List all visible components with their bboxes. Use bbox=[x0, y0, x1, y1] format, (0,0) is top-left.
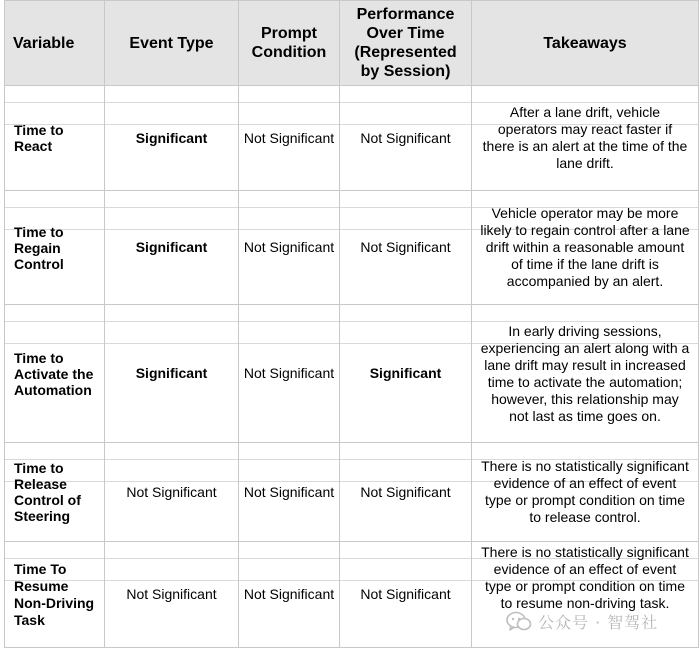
row-prompt-condition: Not Significant bbox=[239, 542, 340, 648]
header-event-type: Event Type bbox=[105, 1, 239, 86]
row-performance: Not Significant bbox=[340, 542, 472, 648]
row-takeaway: Vehicle operator may be more likely to regain control after a lane drift within a reasonable amount of time if the lane drift is accompanied by an alert. bbox=[472, 191, 699, 305]
header-variable: Variable bbox=[5, 1, 105, 86]
row-performance: Not Significant bbox=[340, 443, 472, 542]
row-takeaway: After a lane drift, vehicle operators may react faster if there is an alert at the time of the lane drift. bbox=[472, 86, 699, 191]
header-row bbox=[5, 1, 699, 86]
header-performance: Performance Over Time (Represented by Session) bbox=[340, 1, 472, 86]
row-performance: Significant bbox=[340, 305, 472, 443]
table-row bbox=[5, 443, 699, 542]
header-takeaways: Takeaways bbox=[472, 1, 699, 86]
row-prompt-condition: Not Significant bbox=[239, 443, 340, 542]
row-performance: Not Significant bbox=[340, 86, 472, 191]
row-event-type: Significant bbox=[105, 191, 239, 305]
row-variable: Time To Resume Non-Driving Task bbox=[5, 542, 105, 648]
row-takeaway: There is no statistically significant evidence of an effect of event type or prompt condition on time to resume non-driving task. bbox=[472, 542, 699, 648]
table-row bbox=[5, 86, 699, 191]
header-prompt-condition: Prompt Condition bbox=[239, 1, 340, 86]
row-performance: Not Significant bbox=[340, 191, 472, 305]
table-row bbox=[5, 305, 699, 443]
row-event-type: Significant bbox=[105, 305, 239, 443]
row-event-type: Not Significant bbox=[105, 443, 239, 542]
table-row bbox=[5, 542, 699, 648]
row-variable: Time to Regain Control bbox=[5, 191, 105, 305]
row-takeaway: There is no statistically significant evidence of an effect of event type or prompt condition on time to release control. bbox=[472, 443, 699, 542]
row-takeaway: In early driving sessions, experiencing an alert along with a lane drift may result in increased time to activate the automation; however, this relationship may not last as time goes on. bbox=[472, 305, 699, 443]
watermark-text: 公众号 · 智驾社 bbox=[538, 613, 659, 632]
row-event-type: Not Significant bbox=[105, 542, 239, 648]
row-variable: Time to React bbox=[5, 86, 105, 191]
row-variable: Time to Activate the Automation bbox=[5, 305, 105, 443]
row-variable: Time to Release Control of Steering bbox=[5, 443, 105, 542]
row-event-type: Significant bbox=[105, 86, 239, 191]
findings-table bbox=[4, 0, 699, 648]
table-row bbox=[5, 191, 699, 305]
row-prompt-condition: Not Significant bbox=[239, 86, 340, 191]
row-prompt-condition: Not Significant bbox=[239, 191, 340, 305]
row-prompt-condition: Not Significant bbox=[239, 305, 340, 443]
